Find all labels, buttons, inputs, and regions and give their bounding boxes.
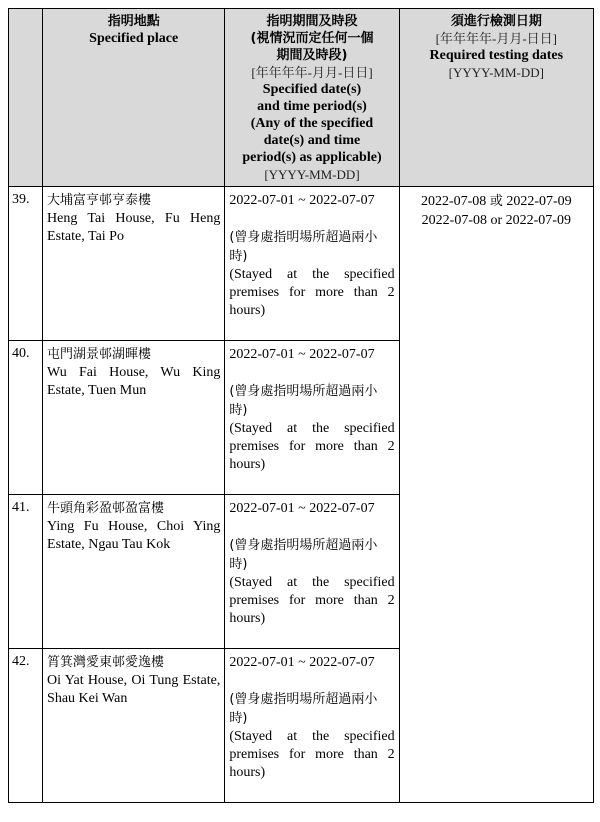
header-place-en: Specified place [89, 31, 179, 46]
header-period-cn-1: 指明期間及時段 [266, 14, 358, 29]
header-testing-cell [399, 9, 593, 187]
place-name-en: Heng Tai House, Fu Heng Estate, Tai Po [47, 211, 221, 244]
stay-note-en: (Stayed at the specified premises for more than 2 hours) [229, 421, 395, 472]
stay-note-en: (Stayed at the specified premises for more than 2 hours) [229, 729, 395, 780]
place-name-cn: 大埔富亨邨亨泰樓 [47, 193, 152, 208]
header-testing-format-en: [YYYY-MM-DD] [448, 65, 544, 80]
header-period-en-2: and time period(s) [257, 99, 367, 114]
table-row [9, 187, 594, 341]
header-period-en-5: period(s) as applicable) [242, 150, 382, 165]
header-period-en-4: date(s) and time [263, 133, 361, 148]
header-place-cell [43, 9, 225, 187]
row-number: 40. [12, 346, 30, 361]
header-period-en-3: (Any of the specified [250, 116, 374, 131]
header-testing-format-cn: [年年年年-月月-日日] [435, 31, 557, 46]
row-number: 39. [12, 192, 30, 207]
header-testing-cn: 須進行檢測日期 [450, 14, 542, 29]
period-range: 2022-07-01 ~ 2022-07-07 [229, 193, 375, 208]
header-period-en-1: Specified date(s) [262, 82, 362, 97]
header-period-format-cn: [年年年年-月月-日日] [251, 65, 373, 80]
row-number: 41. [12, 500, 30, 515]
stay-note-cn: (曾身處指明場所超過兩小時) [229, 692, 378, 726]
table-header-row [9, 9, 594, 187]
header-period-format-en: [YYYY-MM-DD] [264, 167, 360, 182]
header-place-cn: 指明地點 [107, 14, 160, 29]
row-number: 42. [12, 654, 30, 669]
stay-note-en: (Stayed at the specified premises for more than 2 hours) [229, 575, 395, 626]
stay-note-en: (Stayed at the specified premises for more than 2 hours) [229, 267, 395, 318]
place-name-en: Oi Yat House, Oi Tung Estate, Shau Kei Wan [47, 673, 221, 706]
testing-dates-cell [399, 187, 593, 803]
stay-note-cn: (曾身處指明場所超過兩小時) [229, 538, 378, 572]
place-name-cn: 筲箕灣愛東邨愛逸樓 [47, 655, 165, 670]
header-period-cn-2: (視情況而定任何一個 [250, 31, 374, 46]
header-testing-en: Required testing dates [429, 48, 564, 63]
place-name-en: Ying Fu House, Choi Ying Estate, Ngau Tau Kok [47, 519, 221, 552]
header-period-cn-3: 期間及時段) [276, 48, 348, 63]
period-range: 2022-07-01 ~ 2022-07-07 [229, 655, 375, 670]
period-range: 2022-07-01 ~ 2022-07-07 [229, 501, 375, 516]
stay-note-cn: (曾身處指明場所超過兩小時) [229, 230, 378, 264]
header-period-cell [225, 9, 399, 187]
testing-dates-line-2: 2022-07-08 or 2022-07-09 [421, 213, 571, 228]
place-name-en: Wu Fai House, Wu King Estate, Tuen Mun [47, 365, 221, 398]
period-range: 2022-07-01 ~ 2022-07-07 [229, 347, 375, 362]
place-name-cn: 屯門湖景邨湖暉樓 [47, 347, 152, 362]
place-name-cn: 牛頭角彩盈邨盈富樓 [47, 501, 165, 516]
specified-places-table [8, 8, 594, 803]
stay-note-cn: (曾身處指明場所超過兩小時) [229, 384, 378, 418]
header-num-cell [9, 9, 43, 187]
testing-dates-line-1: 2022-07-08 或 2022-07-09 [420, 194, 572, 209]
